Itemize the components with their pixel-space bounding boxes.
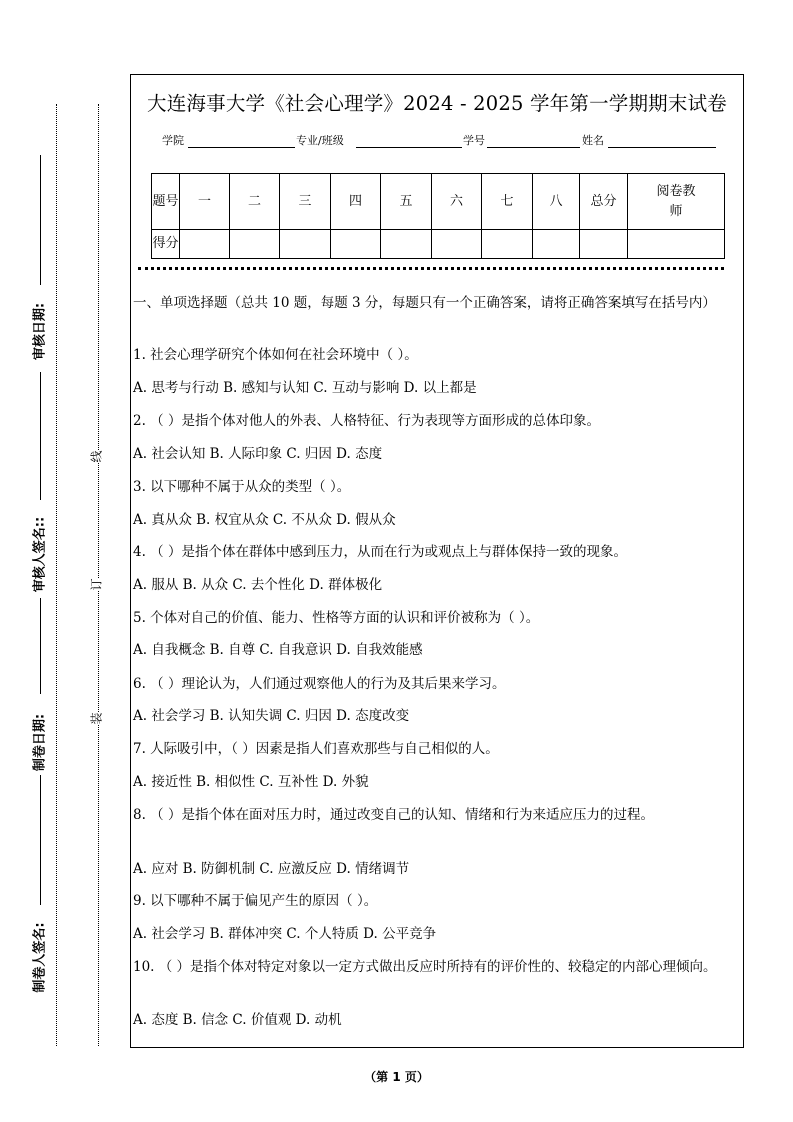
field-student-id-blank[interactable]: [487, 147, 580, 148]
score-table-row-label: 题号: [152, 174, 180, 230]
exam-title: 大连海事大学《社会心理学》2024 - 2025 学年第一学期期末试卷: [147, 92, 727, 115]
score-cell[interactable]: [628, 230, 725, 259]
margin-outer-dotted-line: [56, 104, 57, 1046]
options-4: A. 服从 B. 从众 C. 去个性化 D. 群体极化: [133, 577, 383, 593]
question-6: 6. （ ）理论认为，人们通过观察他人的行为及其后果来学习。: [133, 676, 506, 692]
field-student-id-label: 学号: [463, 134, 485, 147]
question-10: 10. （ ）是指个体对特定对象以一定方式做出反应时所持有的评价性的、较稳定的内部心理倾向。: [133, 959, 717, 975]
score-col-6: 六: [432, 174, 482, 230]
field-major-class-label: 专业/班级: [296, 134, 344, 147]
options-7: A. 接近性 B. 相似性 C. 互补性 D. 外貌: [133, 774, 369, 790]
question-1: 1. 社会心理学研究个体如何在社会环境中（ ）。: [133, 347, 418, 363]
score-table-header-row: [152, 174, 725, 230]
section-heading: 一、单项选择题（总共 10 题，每题 3 分，每题只有一个正确答案，请将正确答案填写在括号内）: [133, 295, 716, 311]
question-3: 3. 以下哪种不属于从众的类型（ ）。: [133, 479, 351, 495]
student-info-row: [162, 132, 722, 150]
score-col-7: 七: [482, 174, 533, 230]
score-col-reviewer: 阅卷教师: [628, 174, 725, 230]
margin-maker-date-label: 制卷日期:: [32, 713, 48, 772]
margin-reviewer-sign-label: 审核人签名::: [32, 516, 48, 593]
margin-reviewer-date-line: [40, 155, 41, 285]
field-college-label: 学院: [162, 134, 184, 147]
margin-reviewer-date-label: 审核日期:: [32, 302, 48, 361]
margin-maker-sign-line: [40, 775, 41, 905]
options-6: A. 社会学习 B. 认知失调 C. 归因 D. 态度改变: [133, 708, 410, 724]
score-cell[interactable]: [432, 230, 482, 259]
margin-mark-ding: 订: [86, 578, 107, 590]
margin-maker-date-line: [40, 598, 41, 694]
options-5: A. 自我概念 B. 自尊 C. 自我意识 D. 自我效能感: [133, 642, 423, 658]
score-col-8: 八: [533, 174, 580, 230]
options-3: A. 真从众 B. 权宜从众 C. 不从众 D. 假从众: [133, 512, 396, 528]
score-col-3: 三: [280, 174, 331, 230]
score-table: [151, 173, 725, 259]
margin-mark-zhuang: 装: [86, 712, 107, 724]
margin-inner-dotted-line: [98, 104, 99, 1046]
question-2: 2. （ ）是指个体对他人的外表、人格特征、行为表现等方面形成的总体印象。: [133, 413, 600, 429]
options-1: A. 思考与行动 B. 感知与认知 C. 互动与影响 D. 以上都是: [133, 380, 477, 396]
options-2: A. 社会认知 B. 人际印象 C. 归因 D. 态度: [133, 446, 383, 462]
question-4: 4. （ ）是指个体在群体中感到压力，从而在行为或观点上与群体保持一致的现象。: [133, 544, 627, 560]
section-separator: [138, 267, 724, 270]
margin-reviewer-sign-line: [40, 372, 41, 500]
field-college-blank[interactable]: [188, 147, 295, 148]
score-table-row-label: 得分: [152, 230, 180, 259]
question-7: 7. 人际吸引中，（ ）因素是指人们喜欢那些与自己相似的人。: [133, 741, 499, 757]
score-cell[interactable]: [180, 230, 230, 259]
margin-mark-xian: 线: [86, 450, 107, 462]
options-8: A. 应对 B. 防御机制 C. 应激反应 D. 情绪调节: [133, 861, 410, 877]
score-cell[interactable]: [482, 230, 533, 259]
options-9: A. 社会学习 B. 群体冲突 C. 个人特质 D. 公平竞争: [133, 926, 437, 942]
score-cell[interactable]: [381, 230, 432, 259]
score-col-2: 二: [230, 174, 280, 230]
score-col-5: 五: [381, 174, 432, 230]
options-10: A. 态度 B. 信念 C. 价值观 D. 动机: [133, 1012, 342, 1028]
page-number: （第 1 页）: [364, 1070, 429, 1084]
field-name-label: 姓名: [582, 134, 604, 147]
score-cell[interactable]: [280, 230, 331, 259]
question-8: 8. （ ）是指个体在面对压力时，通过改变自己的认知、情绪和行为来适应压力的过程。: [133, 807, 654, 823]
score-col-total: 总分: [580, 174, 628, 230]
score-cell[interactable]: [580, 230, 628, 259]
margin-maker-sign-label: 制卷人签名:: [32, 922, 48, 993]
score-cell[interactable]: [230, 230, 280, 259]
field-major-class-blank[interactable]: [356, 147, 462, 148]
score-col-1: 一: [180, 174, 230, 230]
field-name-blank[interactable]: [608, 147, 716, 148]
score-col-4: 四: [331, 174, 381, 230]
score-cell[interactable]: [533, 230, 580, 259]
score-table-score-row: [152, 230, 725, 259]
question-9: 9. 以下哪种不属于偏见产生的原因（ ）。: [133, 893, 378, 909]
question-5: 5. 个体对自己的价值、能力、性格等方面的认识和评价被称为（ ）。: [133, 610, 540, 626]
score-cell[interactable]: [331, 230, 381, 259]
